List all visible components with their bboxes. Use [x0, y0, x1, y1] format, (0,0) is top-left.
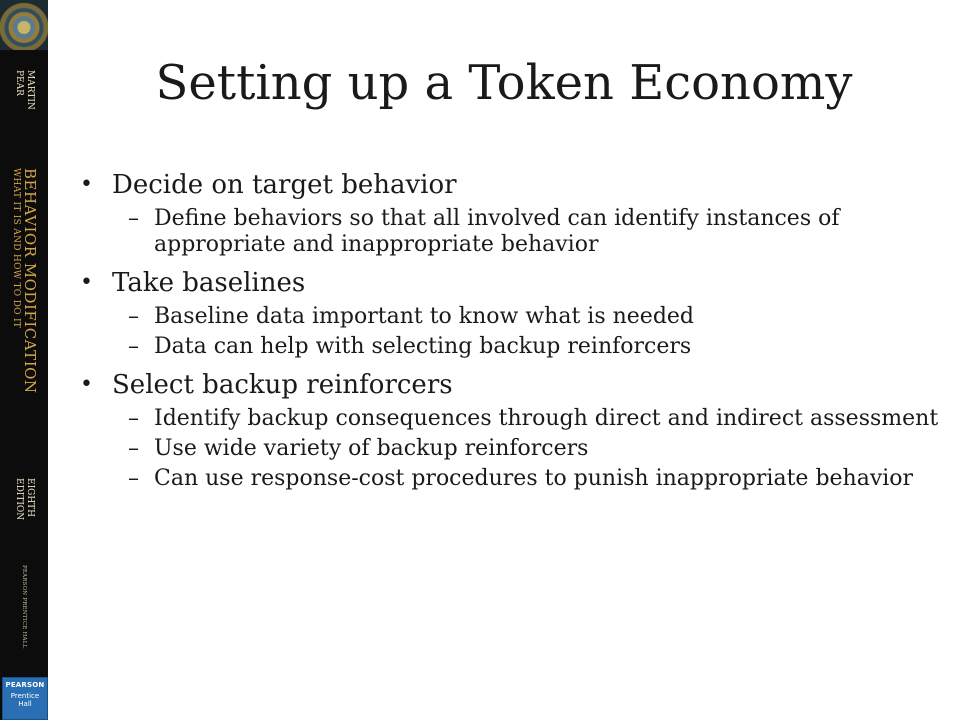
dash-icon: – [128, 406, 139, 431]
sub-bullet-text: Data can help with selecting backup reinforcers [154, 334, 692, 359]
bullet-group [80, 368, 940, 492]
dash-icon: – [128, 304, 139, 329]
sub-bullet-text: Baseline data important to know what is needed [154, 304, 695, 329]
sub-bullet-text: Identify backup consequences through direct and indirect assessment [154, 406, 939, 431]
bullet-item [80, 368, 940, 402]
slide-content [80, 168, 940, 492]
bullet-group [80, 168, 940, 258]
spine-author-2: PEAR [14, 70, 24, 96]
bullet-group [80, 266, 940, 360]
sub-bullet-item [80, 436, 940, 462]
logo-line-1: PEARSON [5, 681, 45, 689]
dash-icon: – [128, 436, 139, 461]
logo-line-2: Prentice Hall [10, 692, 40, 708]
spine-author-1: MARTIN [25, 70, 35, 110]
pearson-logo [2, 677, 48, 720]
bullet-item [80, 266, 940, 300]
spine-title-subtitle: WHAT IT IS AND HOW TO DO IT [11, 168, 21, 329]
bullet-dot-icon: • [80, 372, 93, 397]
bullet-dot-icon: • [80, 270, 93, 295]
dash-icon: – [128, 334, 139, 359]
spine-edition-line-2: EDITION [14, 478, 24, 521]
dash-icon: – [128, 206, 139, 231]
bullet-text: Decide on target behavior [112, 170, 457, 200]
sub-bullet-text: Use wide variety of backup reinforcers [154, 436, 589, 461]
bullet-text: Take baselines [112, 268, 306, 298]
sub-bullet-item [80, 334, 940, 360]
spine-title-main: BEHAVIOR MODIFICATION [21, 168, 39, 394]
book-spine-sidebar [0, 0, 48, 720]
dash-icon: – [128, 466, 139, 491]
bullet-dot-icon: • [80, 172, 93, 197]
spine-edition [13, 478, 35, 520]
sub-bullet-item [80, 466, 940, 492]
spine-book-title [10, 168, 38, 394]
medallion-emblem-icon [0, 0, 48, 50]
sub-bullet-text: Can use response-cost procedures to punish inappropriate behavior [154, 466, 914, 491]
spine-publisher: PEARSON PRENTICE HALL [21, 565, 27, 649]
spine-authors [13, 70, 35, 110]
spine-edition-line-1: EIGHTH [25, 478, 35, 518]
sub-bullet-item [80, 206, 940, 258]
sub-bullet-item [80, 406, 940, 432]
slide-title: Setting up a Token Economy [155, 55, 853, 111]
sub-bullet-item [80, 304, 940, 330]
sub-bullet-text: Define behaviors so that all involved can identify instances of appropriate and inappropriate behavior [154, 206, 840, 257]
bullet-item [80, 168, 940, 202]
bullet-text: Select backup reinforcers [112, 370, 453, 400]
